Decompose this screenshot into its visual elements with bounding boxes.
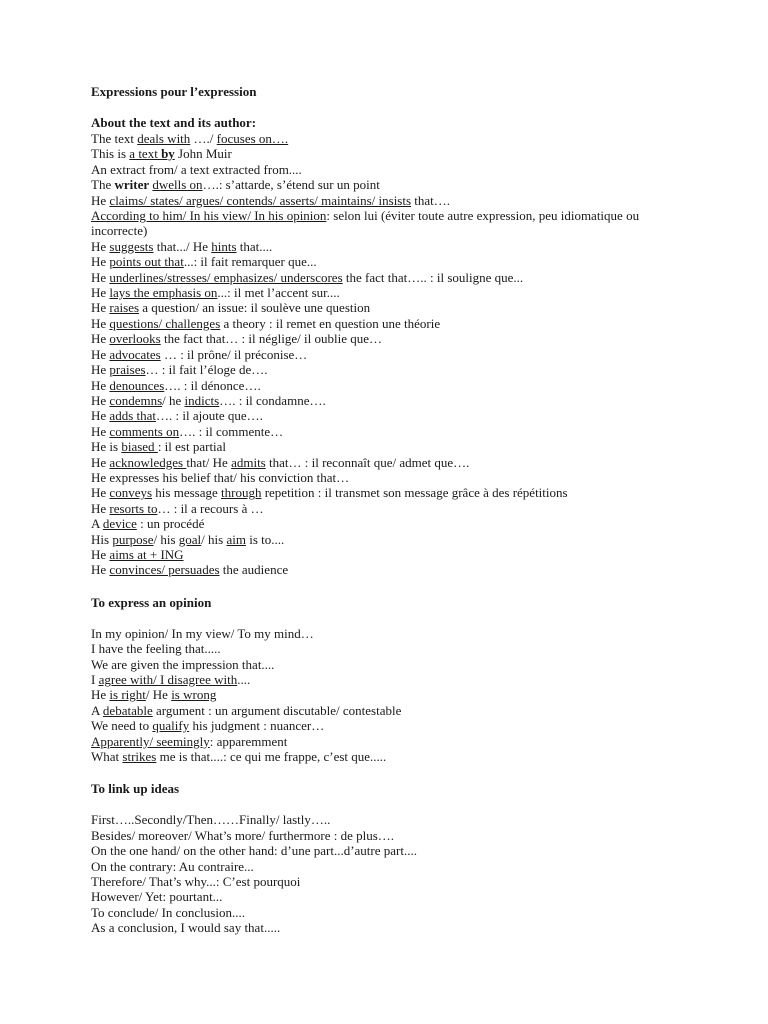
text-run: The text bbox=[91, 131, 138, 146]
underlined-term: a text bbox=[129, 146, 162, 162]
text-run: that/ He bbox=[186, 454, 232, 470]
section-link-ideas bbox=[91, 781, 691, 935]
expression-line bbox=[91, 843, 691, 858]
text-run: … : il prône/ il préconise… bbox=[160, 346, 308, 362]
text-run: …./ bbox=[190, 131, 217, 146]
underlined-term: comments on bbox=[109, 423, 180, 439]
underlined-term: claims/ states/ argues/ contends/ asserts/ maintains/ insists bbox=[109, 192, 412, 208]
expression-line bbox=[91, 547, 691, 562]
text-run: A bbox=[91, 516, 103, 532]
expression-line bbox=[91, 485, 691, 500]
text-run: What bbox=[91, 749, 123, 765]
text-run: He bbox=[91, 192, 110, 208]
underlined-term: underlines/stresses/ emphasizes/ underscores bbox=[109, 269, 343, 285]
expression-line bbox=[91, 455, 691, 470]
underlined-term: biased bbox=[121, 439, 158, 455]
text-run: his message bbox=[152, 485, 221, 501]
underlined-term: qualify bbox=[152, 718, 190, 734]
expression-line bbox=[91, 687, 691, 702]
expression-line bbox=[91, 408, 691, 423]
expression-line bbox=[91, 920, 691, 935]
expression-line bbox=[91, 626, 691, 641]
text-run: Therefore/ That’s why...: C’est pourquoi bbox=[91, 874, 301, 890]
expression-line bbox=[91, 749, 691, 764]
text-run: is to.... bbox=[245, 531, 285, 547]
underlined-term: overlooks bbox=[109, 331, 161, 347]
text-run: He bbox=[91, 500, 110, 516]
text-run: He bbox=[91, 546, 110, 562]
text-run: ...: il met l’accent sur.... bbox=[217, 285, 340, 301]
underlined-term: aims at + ING bbox=[109, 546, 184, 562]
text-run: / his bbox=[201, 531, 227, 547]
underlined-term: hints bbox=[211, 238, 237, 254]
text-run: …. : il dénonce…. bbox=[164, 377, 261, 393]
text-run: : un procédé bbox=[136, 516, 205, 532]
expression-line bbox=[91, 393, 691, 408]
text-run: that.../ He bbox=[153, 238, 212, 254]
expression-line bbox=[91, 270, 691, 285]
text-run: He bbox=[91, 485, 110, 501]
text-run: We need to bbox=[91, 718, 153, 734]
underlined-term: advocates bbox=[109, 346, 161, 362]
expression-line bbox=[91, 641, 691, 656]
expression-line bbox=[91, 331, 691, 346]
text-run: me is that....: ce qui me frappe, c’est que..... bbox=[156, 749, 387, 765]
text-run: He bbox=[91, 362, 110, 378]
text-run: He bbox=[91, 687, 110, 703]
text-run: He expresses his belief that/ his conviction that… bbox=[91, 469, 350, 485]
text-run: the audience bbox=[219, 562, 289, 578]
underlined-term: device bbox=[102, 516, 137, 532]
underlined-term: questions/ challenges bbox=[109, 315, 221, 331]
expression-list bbox=[91, 812, 691, 935]
heading-gap bbox=[91, 611, 691, 626]
underlined-term: Apparently/ seemingly bbox=[91, 733, 210, 749]
expression-line bbox=[91, 734, 691, 749]
text-run: The bbox=[91, 177, 115, 193]
text-run: I bbox=[91, 672, 99, 687]
expression-line bbox=[91, 193, 691, 208]
expression-list bbox=[91, 131, 691, 578]
underlined-term: focuses on…. bbox=[216, 131, 289, 146]
underlined-term: praises bbox=[109, 362, 146, 378]
text-run: He bbox=[91, 377, 110, 393]
text-run: Besides/ moreover/ What’s more/ furthermore : de plus…. bbox=[91, 827, 395, 843]
text-run: / he bbox=[162, 392, 185, 408]
section-heading: To link up ideas bbox=[91, 781, 180, 797]
text-run: He bbox=[91, 562, 110, 578]
text-run: He bbox=[91, 423, 110, 439]
document-title: Expressions pour l’expression bbox=[91, 84, 257, 99]
expression-line bbox=[91, 162, 691, 177]
section-heading: To express an opinion bbox=[91, 594, 212, 610]
text-run: : il est partial bbox=[157, 439, 227, 455]
underlined-term: acknowledges bbox=[109, 454, 187, 470]
underlined-term: indicts bbox=[184, 392, 220, 408]
underlined-term: convinces/ persuades bbox=[109, 562, 220, 578]
text-run: A bbox=[91, 702, 103, 718]
expression-line bbox=[91, 208, 691, 239]
expression-line bbox=[91, 562, 691, 577]
text-run: that…. bbox=[411, 192, 451, 208]
underlined-term: by bbox=[161, 146, 175, 162]
expression-line bbox=[91, 812, 691, 827]
text-run: He bbox=[91, 300, 110, 316]
underlined-term: condemns bbox=[109, 392, 163, 408]
text-run: argument : un argument discutable/ contestable bbox=[152, 702, 402, 718]
underlined-term: aim bbox=[226, 531, 246, 547]
text-run: : selon lui (éviter toute autre expression, peu idiomatique ou incorrecte) bbox=[91, 208, 640, 239]
expression-list bbox=[91, 626, 691, 765]
document-page bbox=[91, 84, 691, 936]
text-run: / He bbox=[145, 687, 172, 703]
text-run: ...: il fait remarquer que... bbox=[183, 254, 317, 270]
text-run: that.... bbox=[236, 238, 273, 254]
section-express-opinion bbox=[91, 595, 691, 765]
expression-line bbox=[91, 703, 691, 718]
underlined-term: deals with bbox=[137, 131, 191, 146]
text-run: a question/ an issue: il soulève une question bbox=[139, 300, 371, 316]
text-run: He bbox=[91, 331, 110, 347]
expression-line bbox=[91, 672, 691, 687]
text-run: He bbox=[91, 285, 110, 301]
text-run: He bbox=[91, 315, 110, 331]
expression-line bbox=[91, 177, 691, 192]
underlined-term: lays the emphasis on bbox=[109, 285, 218, 301]
section-gap bbox=[91, 764, 691, 781]
expression-line bbox=[91, 470, 691, 485]
expression-line bbox=[91, 239, 691, 254]
expression-line bbox=[91, 378, 691, 393]
text-run: … : il a recours à … bbox=[157, 500, 264, 516]
underlined-term: admits bbox=[231, 454, 266, 470]
underlined-term: denounces bbox=[109, 377, 165, 393]
text-run: his judgment : nuancer… bbox=[189, 718, 325, 734]
text-run: On the one hand/ on the other hand: d’une part...d’autre part.... bbox=[91, 843, 417, 859]
text-run: He bbox=[91, 346, 110, 362]
underlined-term: is right bbox=[109, 687, 146, 703]
expression-line bbox=[91, 859, 691, 874]
underlined-term: points out that bbox=[109, 254, 184, 270]
expression-line bbox=[91, 362, 691, 377]
text-run: John Muir bbox=[174, 146, 232, 162]
expression-line bbox=[91, 424, 691, 439]
expression-line bbox=[91, 316, 691, 331]
underlined-term: conveys bbox=[109, 485, 153, 501]
text-run: He bbox=[91, 392, 110, 408]
text-run: First…..Secondly/Then……Finally/ lastly….. bbox=[91, 812, 331, 828]
text-run: the fact that… : il néglige/ il oublie que… bbox=[160, 331, 383, 347]
text-run: He is bbox=[91, 439, 122, 455]
expression-line bbox=[91, 131, 691, 146]
expression-line bbox=[91, 300, 691, 315]
underlined-term: According to him/ In his view/ In his opinion bbox=[91, 208, 327, 224]
text-run: .... bbox=[237, 672, 251, 687]
underlined-term: raises bbox=[109, 300, 140, 316]
underlined-term: strikes bbox=[122, 749, 157, 765]
text-run: … : il fait l’éloge de…. bbox=[145, 362, 268, 378]
expression-line bbox=[91, 718, 691, 733]
underlined-term: resorts to bbox=[109, 500, 158, 516]
text-run: …. : il condamne…. bbox=[219, 392, 326, 408]
text-run: …. : il ajoute que…. bbox=[156, 408, 263, 424]
text-run: He bbox=[91, 238, 110, 254]
text-run: In my opinion/ In my view/ To my mind… bbox=[91, 625, 314, 641]
underlined-term: through bbox=[221, 485, 262, 501]
heading-gap bbox=[91, 797, 691, 812]
text-run: We are given the impression that.... bbox=[91, 656, 275, 672]
text-run: ….: s’attarde, s’étend sur un point bbox=[202, 177, 380, 193]
text-run: …. : il commente… bbox=[179, 423, 284, 439]
section-heading: About the text and its author: bbox=[91, 115, 257, 130]
text-run: writer bbox=[114, 177, 150, 193]
text-run: repetition : il transmet son message grâce à des répétitions bbox=[261, 485, 568, 501]
underlined-term: goal bbox=[178, 531, 202, 547]
underlined-term: debatable bbox=[102, 702, 153, 718]
text-run: He bbox=[91, 254, 110, 270]
text-run: : apparemment bbox=[209, 733, 288, 749]
text-run: To conclude/ In conclusion.... bbox=[91, 904, 245, 920]
text-run: a theory : il remet en question une théorie bbox=[220, 315, 441, 331]
expression-line bbox=[91, 501, 691, 516]
underlined-term: is wrong bbox=[171, 687, 217, 703]
expression-line bbox=[91, 254, 691, 269]
text-run: An extract from/ a text extracted from.... bbox=[91, 161, 302, 177]
text-run: He bbox=[91, 454, 110, 470]
expression-line bbox=[91, 874, 691, 889]
expression-line bbox=[91, 285, 691, 300]
expression-line bbox=[91, 657, 691, 672]
underlined-term: adds that bbox=[109, 408, 156, 424]
text-run: He bbox=[91, 408, 110, 424]
text-run: I have the feeling that..... bbox=[91, 641, 221, 657]
text-run: His bbox=[91, 531, 113, 547]
expression-line bbox=[91, 889, 691, 904]
text-run: As a conclusion, I would say that..... bbox=[91, 920, 281, 936]
text-run: / his bbox=[153, 531, 179, 547]
expression-line bbox=[91, 828, 691, 843]
expression-line bbox=[91, 146, 691, 161]
underlined-term: dwells on bbox=[152, 177, 203, 193]
expression-line bbox=[91, 516, 691, 531]
expression-line bbox=[91, 347, 691, 362]
expression-line bbox=[91, 905, 691, 920]
underlined-term: purpose bbox=[112, 531, 154, 547]
underlined-term: agree with/ I disagree with bbox=[98, 672, 238, 687]
section-gap bbox=[91, 578, 691, 595]
expression-line bbox=[91, 439, 691, 454]
section-about-text-author bbox=[91, 115, 691, 578]
text-run: He bbox=[91, 269, 110, 285]
text-run: However/ Yet: pourtant... bbox=[91, 889, 223, 905]
text-run: On the contrary: Au contraire... bbox=[91, 858, 254, 874]
expression-line bbox=[91, 532, 691, 547]
text-run: that… : il reconnaît que/ admet que…. bbox=[265, 454, 470, 470]
text-run: This is bbox=[91, 146, 130, 162]
underlined-term: suggests bbox=[109, 238, 154, 254]
text-run: the fact that….. : il souligne que... bbox=[342, 269, 524, 285]
